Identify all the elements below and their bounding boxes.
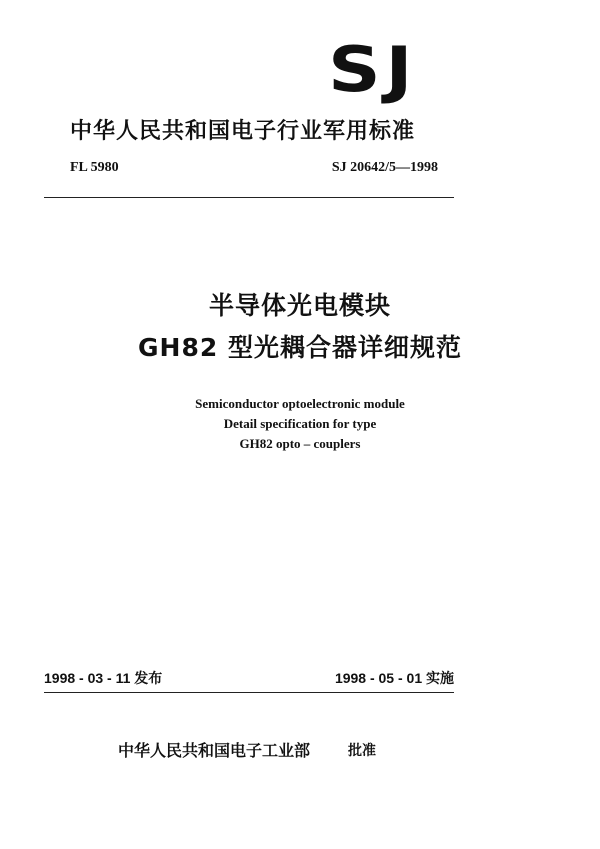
title-chinese-line2: GH82 型光耦合器详细规范 (138, 333, 462, 362)
implementation-date: 1998 - 05 - 01 实施 (334, 670, 454, 686)
issue-date: 1998 - 03 - 11 发布 (44, 670, 163, 686)
approval-label: 批准 (348, 743, 376, 759)
footer-divider (44, 692, 454, 693)
title-english-line1: Semiconductor optoelectronic module (195, 396, 405, 411)
industry-standard-title: 中华人民共和国电子行业军用标准 (70, 119, 416, 144)
header-divider (44, 197, 454, 198)
issuing-ministry: 中华人民共和国电子工业部 (118, 741, 311, 760)
title-english-line3: GH82 opto – couplers (239, 436, 361, 451)
sj-logo: SJ (328, 33, 418, 106)
title-chinese-line1: 半导体光电模块 (208, 291, 391, 320)
standard-number: SJ 20642/5—1998 (331, 160, 438, 175)
classification-code: FL 5980 (70, 160, 119, 175)
title-english-line2: Detail specification for type (223, 416, 377, 431)
